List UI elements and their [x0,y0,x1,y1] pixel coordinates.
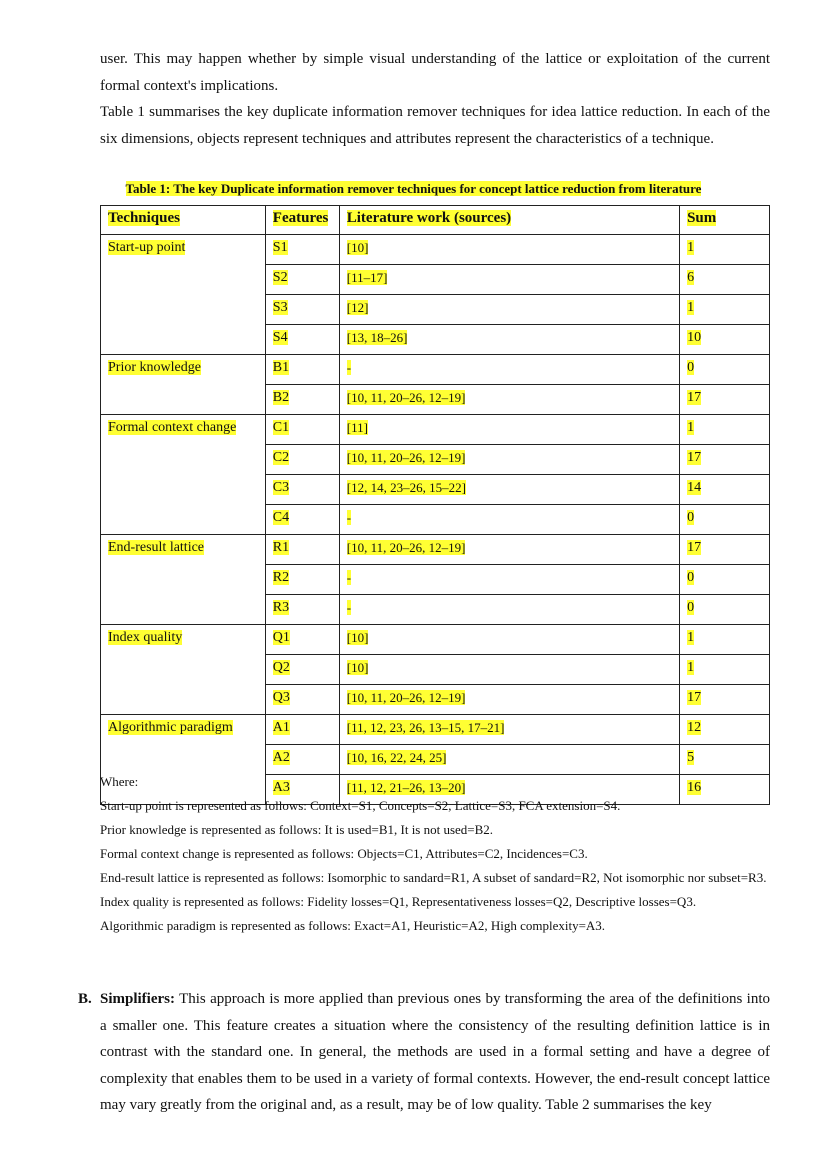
feature-cell-text: A1 [272,720,290,735]
table-caption-text: Table 1: The key Duplicate information remover techniques for concept lattice reduction from literature [125,181,702,196]
feature-cell-text: R1 [272,540,290,555]
feature-cell-text: A3 [272,780,290,795]
sources-cell [339,445,679,475]
sum-cell-text: 0 [687,570,695,585]
feature-cell [265,595,339,625]
section-b-body [100,986,770,1119]
note-line: Formal context change is represented as follows: Objects=C1, Attributes=C2, Incidences=C3. [100,846,588,861]
sources-cell [339,235,679,265]
sum-cell-text: 0 [687,510,695,525]
table-row [101,625,770,655]
sources-cell-text: - [346,360,352,375]
section-b-label: B. [78,991,92,1007]
sum-cell [680,655,770,685]
sum-cell-text: 1 [687,660,695,675]
technique-cell [101,355,266,415]
feature-cell [265,715,339,745]
sum-cell [680,715,770,745]
techniques-table [100,205,770,805]
feature-cell [265,295,339,325]
feature-cell-text: S3 [272,300,288,315]
table-header-row [101,206,770,235]
sum-cell [680,325,770,355]
feature-cell-text: C2 [272,450,290,465]
sources-cell [339,535,679,565]
note-line: End-result lattice is represented as follows: Isomorphic to sandard=R1, A subset of sandard=R2, Not isomorphic nor subset=R3. [100,870,767,885]
feature-cell-text: R3 [272,600,290,615]
table-caption [0,179,827,199]
header-sum-text: Sum [687,210,717,226]
sources-cell [339,265,679,295]
sources-cell [339,655,679,685]
feature-cell-text: S1 [272,240,288,255]
section-b-text: This approach is more applied than previous ones by transforming the area of the definitions into a smaller one. This feature creates a situation where the consistency of the resulting definition lattice is in contrast with the standard one. In general, the methods are used in a formal setting and have a degree of complexity that enables them to be used in a variety of formal contexts. However, the end-result concept lattice may vary greatly from the original and, as a result, may be of low quality. Table 2 summarises the key [100,991,770,1113]
table-row [101,235,770,265]
feature-cell [265,565,339,595]
technique-name: Start-up point [108,240,186,255]
sources-cell-text: [10] [346,630,369,645]
table-row [101,415,770,445]
sum-cell [680,355,770,385]
header-features [265,206,339,235]
feature-cell [265,385,339,415]
technique-name: Algorithmic paradigm [108,720,233,735]
notes-where: Where: [100,774,139,789]
header-features-text: Features [272,210,329,226]
sum-cell [680,475,770,505]
sum-cell [680,295,770,325]
sum-cell [680,565,770,595]
sources-cell-text: [11, 12, 23, 26, 13–15, 17–21] [346,720,505,735]
technique-name: End-result lattice [108,540,205,555]
feature-cell [265,475,339,505]
sum-cell-text: 5 [687,750,695,765]
sum-cell-text: 0 [687,600,695,615]
sum-cell-text: 14 [687,480,702,495]
sum-cell [680,415,770,445]
feature-cell-text: Q1 [272,630,290,645]
sources-cell [339,475,679,505]
feature-cell [265,415,339,445]
sources-cell [339,625,679,655]
sum-cell-text: 16 [687,780,702,795]
sum-cell-text: 17 [687,540,702,555]
sources-cell-text: [12] [346,300,369,315]
feature-cell [265,685,339,715]
feature-cell [265,505,339,535]
sources-cell-text: [11–17] [346,270,388,285]
header-sum [680,206,770,235]
technique-cell [101,235,266,355]
feature-cell-text: C4 [272,510,290,525]
feature-cell-text: R2 [272,570,290,585]
sources-cell-text: [10, 11, 20–26, 12–19] [346,450,466,465]
feature-cell [265,445,339,475]
sum-cell-text: 17 [687,390,702,405]
feature-cell-text: Q2 [272,660,290,675]
feature-cell-text: B1 [272,360,290,375]
feature-cell-text: Q3 [272,690,290,705]
sources-cell-text: [10, 16, 22, 24, 25] [346,750,447,765]
table-row [101,535,770,565]
technique-name: Prior knowledge [108,360,201,375]
sum-cell-text: 0 [687,360,695,375]
sources-cell [339,325,679,355]
note-line: Start-up point is represented as follows: Context=S1, Concepts=S2, Lattice=S3, FCA extension=S4. [100,798,621,813]
sum-cell-text: 6 [687,270,695,285]
header-literature [339,206,679,235]
feature-cell-text: C3 [272,480,290,495]
feature-cell [265,265,339,295]
table-row [101,355,770,385]
feature-cell-text: C1 [272,420,290,435]
feature-cell-text: B2 [272,390,290,405]
feature-cell-text: S4 [272,330,288,345]
sum-cell [680,265,770,295]
table-body [101,235,770,805]
sources-cell-text: - [346,570,352,585]
sources-cell [339,685,679,715]
sum-cell-text: 10 [687,330,702,345]
sum-cell [680,505,770,535]
feature-cell [265,655,339,685]
sum-cell-text: 1 [687,630,695,645]
technique-name: Index quality [108,630,183,645]
note-line: Index quality is represented as follows: Fidelity losses=Q1, Representativeness losses=Q2, Descriptive losses=Q3. [100,894,697,909]
sources-cell-text: [12, 14, 23–26, 15–22] [346,480,466,495]
technique-cell [101,625,266,715]
sum-cell-text: 17 [687,450,702,465]
sum-cell [680,625,770,655]
feature-cell [265,235,339,265]
note-line: Prior knowledge is represented as follows: It is used=B1, It is not used=B2. [100,822,494,837]
intro-paragraph-2: Table 1 summarises the key duplicate information remover techniques for idea lattice reduction. In each of the six dimensions, objects represent techniques and attributes represent the characteristics of a technique. [100,104,770,147]
sources-cell-text: [10] [346,240,369,255]
sources-cell-text: [11, 12, 21–26, 13–20] [346,780,466,795]
sources-cell-text: [10, 11, 20–26, 12–19] [346,390,466,405]
feature-cell [265,325,339,355]
sum-cell-text: 12 [687,720,702,735]
feature-cell-text: A2 [272,750,290,765]
sum-cell [680,445,770,475]
sources-cell [339,565,679,595]
sources-cell-text: [11] [346,420,368,435]
sources-cell-text: [13, 18–26] [346,330,408,345]
sources-cell [339,385,679,415]
section-b [78,986,770,1119]
sources-cell-text: [10, 11, 20–26, 12–19] [346,690,466,705]
sources-cell [339,355,679,385]
intro-paragraph-1: user. This may happen whether by simple visual understanding of the lattice or exploitation of the current formal context's implications. [100,51,770,94]
sources-cell [339,595,679,625]
feature-cell-text: S2 [272,270,288,285]
sources-cell-text: [10, 11, 20–26, 12–19] [346,540,466,555]
sum-cell [680,535,770,565]
sources-cell [339,295,679,325]
sources-cell-text: - [346,510,352,525]
sum-cell [680,595,770,625]
sum-cell-text: 1 [687,240,695,255]
feature-cell [265,355,339,385]
sum-cell [680,385,770,415]
technique-cell [101,535,266,625]
table-notes [100,770,770,938]
header-techniques [101,206,266,235]
sum-cell-text: 1 [687,420,695,435]
header-literature-text: Literature work (sources) [346,210,512,226]
technique-name: Formal context change [108,420,237,435]
technique-cell [101,415,266,535]
table-row [101,715,770,745]
feature-cell [265,535,339,565]
sources-cell [339,415,679,445]
note-line: Algorithmic paradigm is represented as follows: Exact=A1, Heuristic=A2, High complexity=A3. [100,918,606,933]
sources-cell-text: [10] [346,660,369,675]
sources-cell [339,715,679,745]
sources-cell-text: - [346,600,352,615]
sum-cell [680,685,770,715]
sum-cell-text: 17 [687,690,702,705]
sum-cell-text: 1 [687,300,695,315]
sum-cell [680,235,770,265]
feature-cell [265,625,339,655]
sources-cell [339,505,679,535]
header-techniques-text: Techniques [108,210,180,226]
section-b-keyword: Simplifiers: [100,991,175,1007]
